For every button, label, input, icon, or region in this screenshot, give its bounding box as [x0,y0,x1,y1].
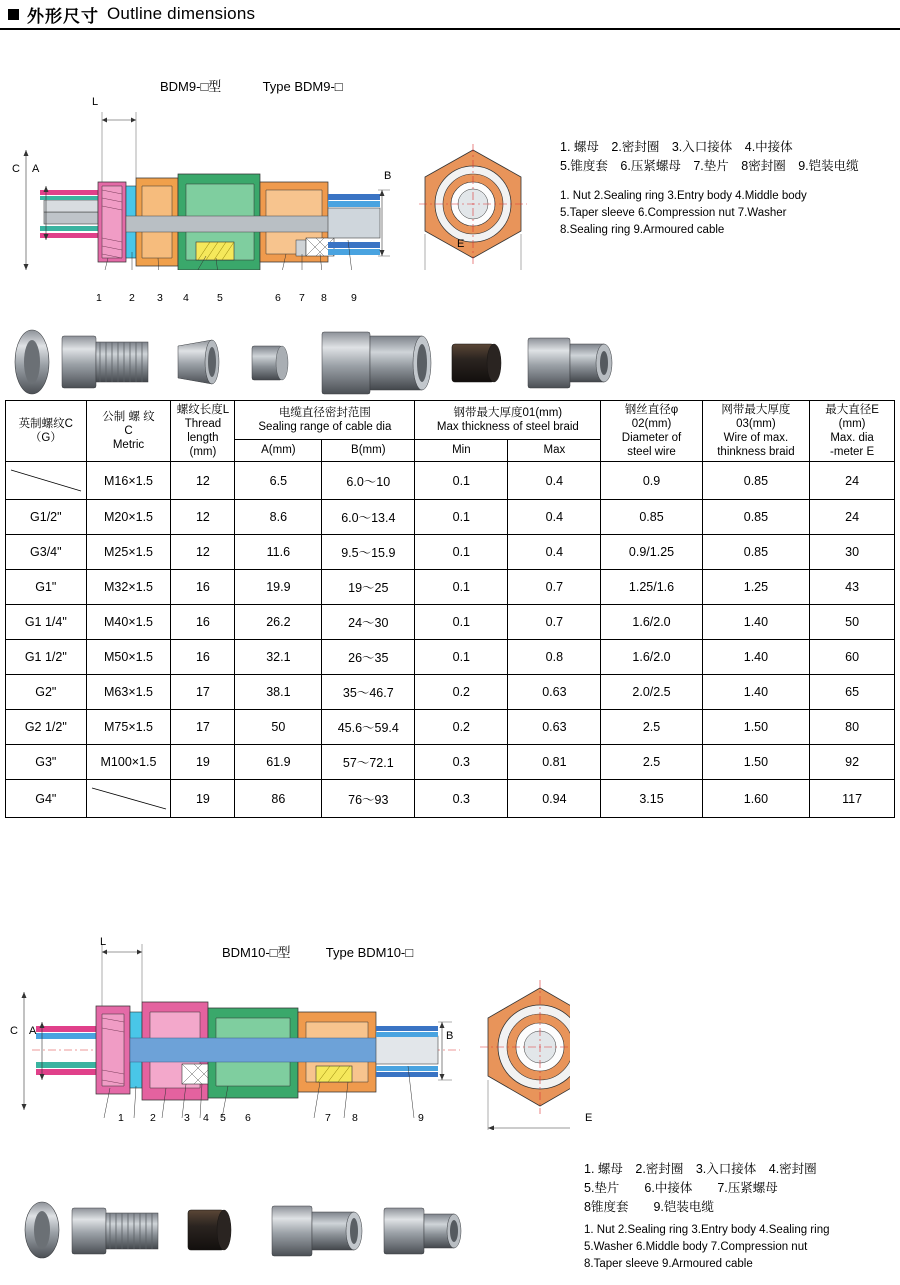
bdm10-title-en: Type BDM10-□ [325,945,414,960]
th-sealing-range: 电缆直径密封范围 Sealing range of cable dia [235,401,415,440]
cell-steel-min: 0.1 [415,605,508,640]
cell-metric: M16×1.5 [86,462,171,500]
cell-braid: 1.40 [702,675,810,710]
bdm10-legend-cn-1: 1. 螺母 2.密封圈 3.入口接体 4.密封圈 [584,1162,817,1176]
cell-braid: 1.50 [702,745,810,780]
cell-wire: 0.9 [601,462,702,500]
th-braid-max-thickness: 网带最大厚度 03(mm) Wire of max. thinkness braid [702,401,810,462]
bdm10-legend-cn-3: 8锥度套 9.铠装电缆 [584,1200,714,1214]
cell-seal-b: 19～25 [322,570,415,605]
cell-inch-thread: G2 1/2" [6,710,87,745]
bdm9-legend-cn-2: 5.锥度套 6.压紧螺母 7.垫片 8密封圈 9.铠装电缆 [560,159,859,173]
th-thread-length: 螺纹长度L Thread length (mm) [171,401,235,462]
bdm10-legend-cn-2: 5.垫片 6.中接体 7.压紧螺母 [584,1181,778,1195]
cell-metric: M20×1.5 [86,500,171,535]
th-metric-thread: 公制 螺 纹 C Metric [86,401,171,462]
table-row [6,535,895,570]
bdm9-legend-en-3: 8.Sealing ring 9.Armoured cable [560,224,725,236]
bdm10-legend-en-1: 1. Nut 2.Sealing ring 3.Entry body 4.Sealing ring [584,1224,830,1236]
cell-seal-a: 86 [235,780,322,818]
cell-max-e: 92 [810,745,895,780]
bdm9-component-photos [0,302,660,412]
cell-steel-min: 0.3 [415,745,508,780]
cell-steel-max: 0.7 [508,570,601,605]
callout-3-top: 3 [157,292,163,304]
cell-seal-b: 26～35 [322,640,415,675]
dim-label-E-bottom: E [585,1112,593,1124]
page-header [0,0,900,30]
cell-steel-min: 0.1 [415,500,508,535]
callout-4-bottom: 4 [203,1112,209,1124]
page-title-cn: 外形尺寸 [27,6,99,26]
dim-label-C-bottom: C [10,1025,18,1037]
cell-seal-b: 6.0～10 [322,462,415,500]
cell-steel-min: 0.2 [415,675,508,710]
cell-braid: 0.85 [702,500,810,535]
cell-steel-max: 0.81 [508,745,601,780]
callout-5-top: 5 [217,292,223,304]
callout-3-bottom: 3 [184,1112,190,1124]
cell-length: 16 [171,605,235,640]
cell-seal-b: 45.6～59.4 [322,710,415,745]
callout-9-bottom: 9 [418,1112,424,1124]
table-row [6,780,895,818]
cell-steel-max: 0.63 [508,675,601,710]
cell-seal-a: 19.9 [235,570,322,605]
table-row [6,710,895,745]
cell-wire: 2.5 [601,745,702,780]
table-row [6,605,895,640]
table-row [6,570,895,605]
dim-label-A-bottom: A [29,1025,37,1037]
cell-seal-b: 24～30 [322,605,415,640]
cell-wire: 2.0/2.5 [601,675,702,710]
cell-braid: 1.40 [702,640,810,675]
th-inch-thread: 英制螺纹C （G） [6,401,87,462]
cell-max-e: 117 [810,780,895,818]
cell-length: 16 [171,640,235,675]
cell-steel-min: 0.1 [415,462,508,500]
cell-seal-a: 32.1 [235,640,322,675]
cell-seal-a: 6.5 [235,462,322,500]
cell-inch-thread: G3" [6,745,87,780]
cell-wire: 0.85 [601,500,702,535]
cell-inch-thread: G4" [6,780,87,818]
callout-6-bottom: 6 [245,1112,251,1124]
dim-label-L-bottom: L [100,936,107,948]
bdm9-title-cn: BDM9-□型 [160,79,222,94]
dim-label-C-top: C [12,163,20,175]
callout-6-top: 6 [275,292,281,304]
th-steel-wire-dia: 钢丝直径φ 02(mm) Diameter of steel wire [601,401,702,462]
cell-steel-max: 0.4 [508,462,601,500]
callout-7-top: 7 [299,292,305,304]
table-row [6,640,895,675]
dim-label-L-top: L [92,96,99,108]
cell-metric: M63×1.5 [86,675,171,710]
cell-length: 12 [171,462,235,500]
cell-length: 17 [171,675,235,710]
bdm9-legend-en-1: 1. Nut 2.Sealing ring 3.Entry body 4.Middle body [560,190,807,202]
cell-metric: M40×1.5 [86,605,171,640]
cell-inch-thread: G3/4" [6,535,87,570]
th-steel-braid-thickness: 钢带最大厚度01(mm) Max thickness of steel braid [415,401,601,440]
cell-max-e: 24 [810,500,895,535]
cell-length: 19 [171,745,235,780]
cell-seal-a: 61.9 [235,745,322,780]
cell-braid: 0.85 [702,462,810,500]
dim-label-B-bottom: B [446,1030,454,1042]
callout-2-bottom: 2 [150,1112,156,1124]
bdm10-legend-en-2: 5.Washer 6.Middle body 7.Compression nut [584,1241,808,1253]
callout-8-bottom: 8 [352,1112,358,1124]
cell-steel-min: 0.1 [415,570,508,605]
cell-steel-max: 0.94 [508,780,601,818]
th-steel-max: Max [508,439,601,461]
cell-steel-max: 0.4 [508,535,601,570]
cell-metric [86,780,171,818]
cell-max-e: 43 [810,570,895,605]
cell-seal-b: 57～72.1 [322,745,415,780]
callout-1-top: 1 [96,292,102,304]
table-row [6,675,895,710]
cell-seal-b: 6.0～13.4 [322,500,415,535]
callout-2-top: 2 [129,292,135,304]
cell-seal-b: 76～93 [322,780,415,818]
cell-wire: 1.6/2.0 [601,640,702,675]
cell-inch-thread: G2" [6,675,87,710]
dim-label-A-top: A [32,163,40,175]
cell-metric: M50×1.5 [86,640,171,675]
cell-length: 19 [171,780,235,818]
cell-metric: M25×1.5 [86,535,171,570]
cell-steel-max: 0.7 [508,605,601,640]
spec-table [5,400,895,818]
cell-steel-min: 0.1 [415,535,508,570]
cell-steel-max: 0.63 [508,710,601,745]
th-steel-min: Min [415,439,508,461]
bdm9-legend-en-2: 5.Taper sleeve 6.Compression nut 7.Washer [560,207,787,219]
page-title-en: Outline dimensions [107,4,256,23]
table-row [6,500,895,535]
cell-steel-min: 0.2 [415,710,508,745]
cell-length: 17 [171,710,235,745]
cell-braid: 1.40 [702,605,810,640]
cell-length: 12 [171,500,235,535]
cell-metric: M75×1.5 [86,710,171,745]
bullet-square-icon [8,9,19,20]
cell-seal-a: 26.2 [235,605,322,640]
cell-max-e: 60 [810,640,895,675]
bdm9-legend-cn-1: 1. 螺母 2.密封圈 3.入口接体 4.中接体 [560,140,793,154]
callout-1-bottom: 1 [118,1112,124,1124]
cell-max-e: 80 [810,710,895,745]
cell-seal-b: 9.5～15.9 [322,535,415,570]
cell-inch-thread: G1 1/4" [6,605,87,640]
th-max-diameter-e: 最大直径E (mm) Max. dia -meter E [810,401,895,462]
th-seal-a: A(mm) [235,439,322,461]
cell-inch-thread: G1 1/2" [6,640,87,675]
cell-metric: M32×1.5 [86,570,171,605]
cell-seal-a: 11.6 [235,535,322,570]
cell-wire: 2.5 [601,710,702,745]
cell-wire: 0.9/1.25 [601,535,702,570]
bdm10-component-photos [10,1180,470,1280]
cell-inch-thread: G1" [6,570,87,605]
cell-length: 16 [171,570,235,605]
cell-metric: M100×1.5 [86,745,171,780]
table-row [6,745,895,780]
cell-wire: 1.6/2.0 [601,605,702,640]
callout-5-bottom: 5 [220,1112,226,1124]
callout-4-top: 4 [183,292,189,304]
cell-steel-min: 0.3 [415,780,508,818]
cell-seal-a: 8.6 [235,500,322,535]
callout-9-top: 9 [351,292,357,304]
callout-8-top: 8 [321,292,327,304]
cell-max-e: 30 [810,535,895,570]
cell-inch-thread: G1/2" [6,500,87,535]
cell-seal-b: 35～46.7 [322,675,415,710]
cell-max-e: 24 [810,462,895,500]
bdm9-title-en: Type BDM9-□ [262,79,343,94]
cell-max-e: 50 [810,605,895,640]
cell-seal-a: 50 [235,710,322,745]
cell-length: 12 [171,535,235,570]
cell-steel-max: 0.8 [508,640,601,675]
bdm10-legend [584,1160,829,1273]
cell-wire: 3.15 [601,780,702,818]
cell-steel-min: 0.1 [415,640,508,675]
cell-steel-max: 0.4 [508,500,601,535]
cell-wire: 1.25/1.6 [601,570,702,605]
dim-label-E-top: E [457,238,465,250]
cell-braid: 1.50 [702,710,810,745]
cell-max-e: 65 [810,675,895,710]
dim-label-B-top: B [384,170,392,182]
cell-seal-a: 38.1 [235,675,322,710]
bdm10-title-cn: BDM10-□型 [222,945,291,960]
callout-7-bottom: 7 [325,1112,331,1124]
th-seal-b: B(mm) [322,439,415,461]
cell-braid: 0.85 [702,535,810,570]
bdm10-cross-section-drawing [10,930,570,1135]
table-row [6,462,895,500]
cell-braid: 1.60 [702,780,810,818]
bdm9-legend [560,138,859,239]
cell-inch-thread [6,462,87,500]
bdm10-legend-en-3: 8.Taper sleeve 9.Armoured cable [584,1258,753,1270]
cell-braid: 1.25 [702,570,810,605]
